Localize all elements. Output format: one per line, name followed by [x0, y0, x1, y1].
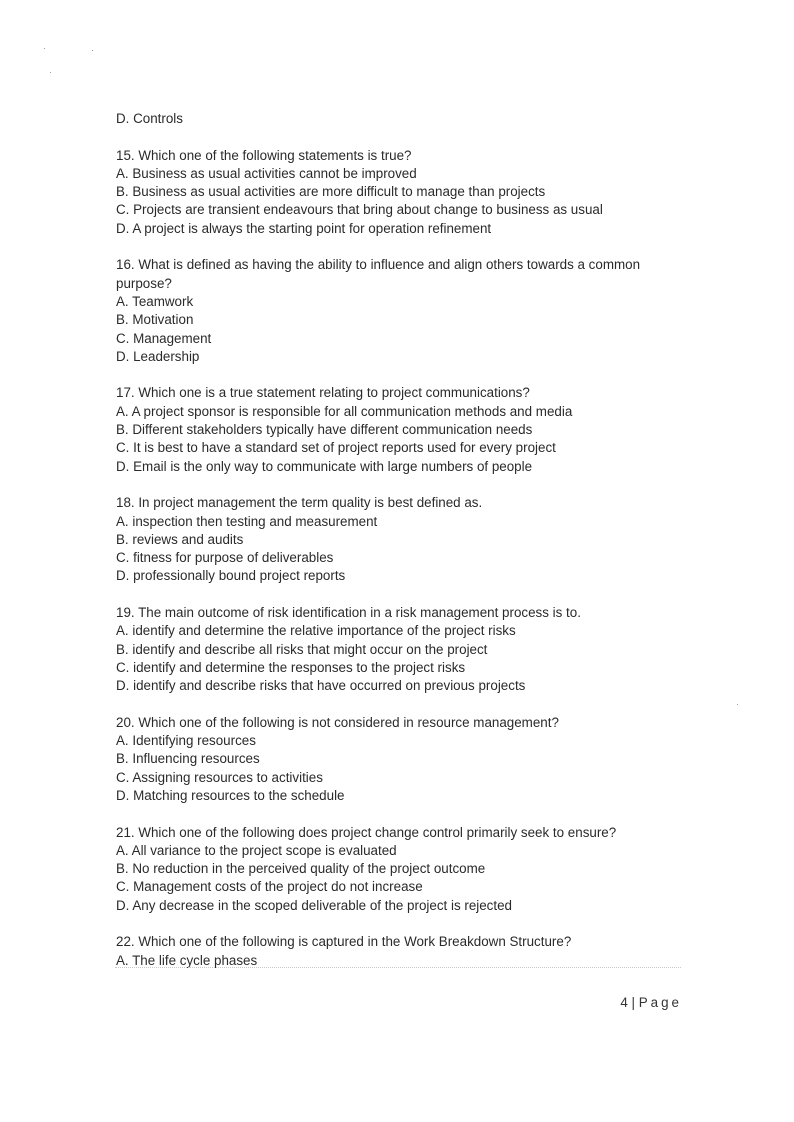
question-block — [116, 256, 672, 366]
scan-speck — [92, 50, 93, 51]
answer-option: C. Assigning resources to activities — [116, 769, 323, 785]
question-text: 19. The main outcome of risk identification in a risk management process is to. — [116, 605, 581, 621]
answer-option: A. The life cycle phases — [116, 952, 258, 968]
answer-option: C. Management costs of the project do not increase — [116, 879, 423, 895]
answer-option: D. Matching resources to the schedule — [116, 787, 345, 803]
answer-option: C. Management — [116, 330, 212, 346]
answer-option: D. Leadership — [116, 348, 200, 364]
answer-option: D. Any decrease in the scoped deliverable of the project is rejected — [116, 897, 512, 913]
answer-option: B. Different stakeholders typically have different communication needs — [116, 422, 533, 438]
page-content — [116, 110, 672, 970]
question-text: 16. What is defined as having the ability to influence and align others towards a common purpose? — [116, 257, 641, 291]
question-block — [116, 384, 672, 475]
footer-separator: | — [631, 995, 635, 1010]
question-text: 15. Which one of the following statements is true? — [116, 147, 412, 163]
question-block — [116, 147, 672, 238]
answer-option: A. All variance to the project scope is evaluated — [116, 842, 397, 858]
page-label: Page — [638, 995, 682, 1010]
question-text: 22. Which one of the following is captured in the Work Breakdown Structure? — [116, 934, 572, 950]
answer-option: A. inspection then testing and measurement — [116, 513, 378, 529]
scan-speck — [44, 48, 45, 49]
answer-option: C. fitness for purpose of deliverables — [116, 550, 334, 566]
question-list — [116, 147, 672, 970]
question-text: 17. Which one is a true statement relating to project communications? — [116, 385, 530, 401]
option: D. Controls — [116, 111, 183, 126]
answer-option: B. identify and describe all risks that might occur on the project — [116, 641, 488, 657]
question-block — [116, 494, 672, 585]
answer-option: A. A project sponsor is responsible for all communication methods and media — [116, 403, 573, 419]
answer-option: B. Motivation — [116, 312, 194, 328]
answer-option: C. Projects are transient endeavours that bring about change to business as usual — [116, 202, 603, 218]
question-block — [116, 714, 672, 805]
answer-option: A. Identifying resources — [116, 733, 256, 749]
answer-option: A. Business as usual activities cannot be improved — [116, 165, 417, 181]
answer-option: C. It is best to have a standard set of project reports used for every project — [116, 440, 556, 456]
question-text: 21. Which one of the following does project change control primarily seek to ensure? — [116, 824, 617, 840]
answer-option: B. Business as usual activities are more difficult to manage than projects — [116, 184, 546, 200]
answer-option: A. identify and determine the relative importance of the project risks — [116, 623, 516, 639]
page-footer — [620, 995, 682, 1010]
footer-divider — [115, 967, 681, 968]
scan-speck — [737, 704, 738, 705]
question-text: 18. In project management the term quality is best defined as. — [116, 495, 483, 511]
answer-option: C. identify and determine the responses to the project risks — [116, 659, 466, 675]
answer-option: D. Email is the only way to communicate with large numbers of people — [116, 458, 533, 474]
answer-option: B. reviews and audits — [116, 531, 244, 547]
answer-option: D. A project is always the starting point for operation refinement — [116, 220, 492, 236]
answer-option: B. Influencing resources — [116, 751, 260, 767]
scan-speck — [50, 72, 51, 73]
question-text: 20. Which one of the following is not considered in resource management? — [116, 714, 559, 730]
answer-option: A. Teamwork — [116, 293, 194, 309]
question-block — [116, 933, 672, 970]
question-block — [116, 604, 672, 695]
answer-option: B. No reduction in the perceived quality of the project outcome — [116, 861, 486, 877]
page-number: 4 — [620, 995, 628, 1010]
answer-option: D. identify and describe risks that have occurred on previous projects — [116, 678, 526, 694]
answer-option: D. professionally bound project reports — [116, 568, 346, 584]
question-block — [116, 824, 672, 915]
